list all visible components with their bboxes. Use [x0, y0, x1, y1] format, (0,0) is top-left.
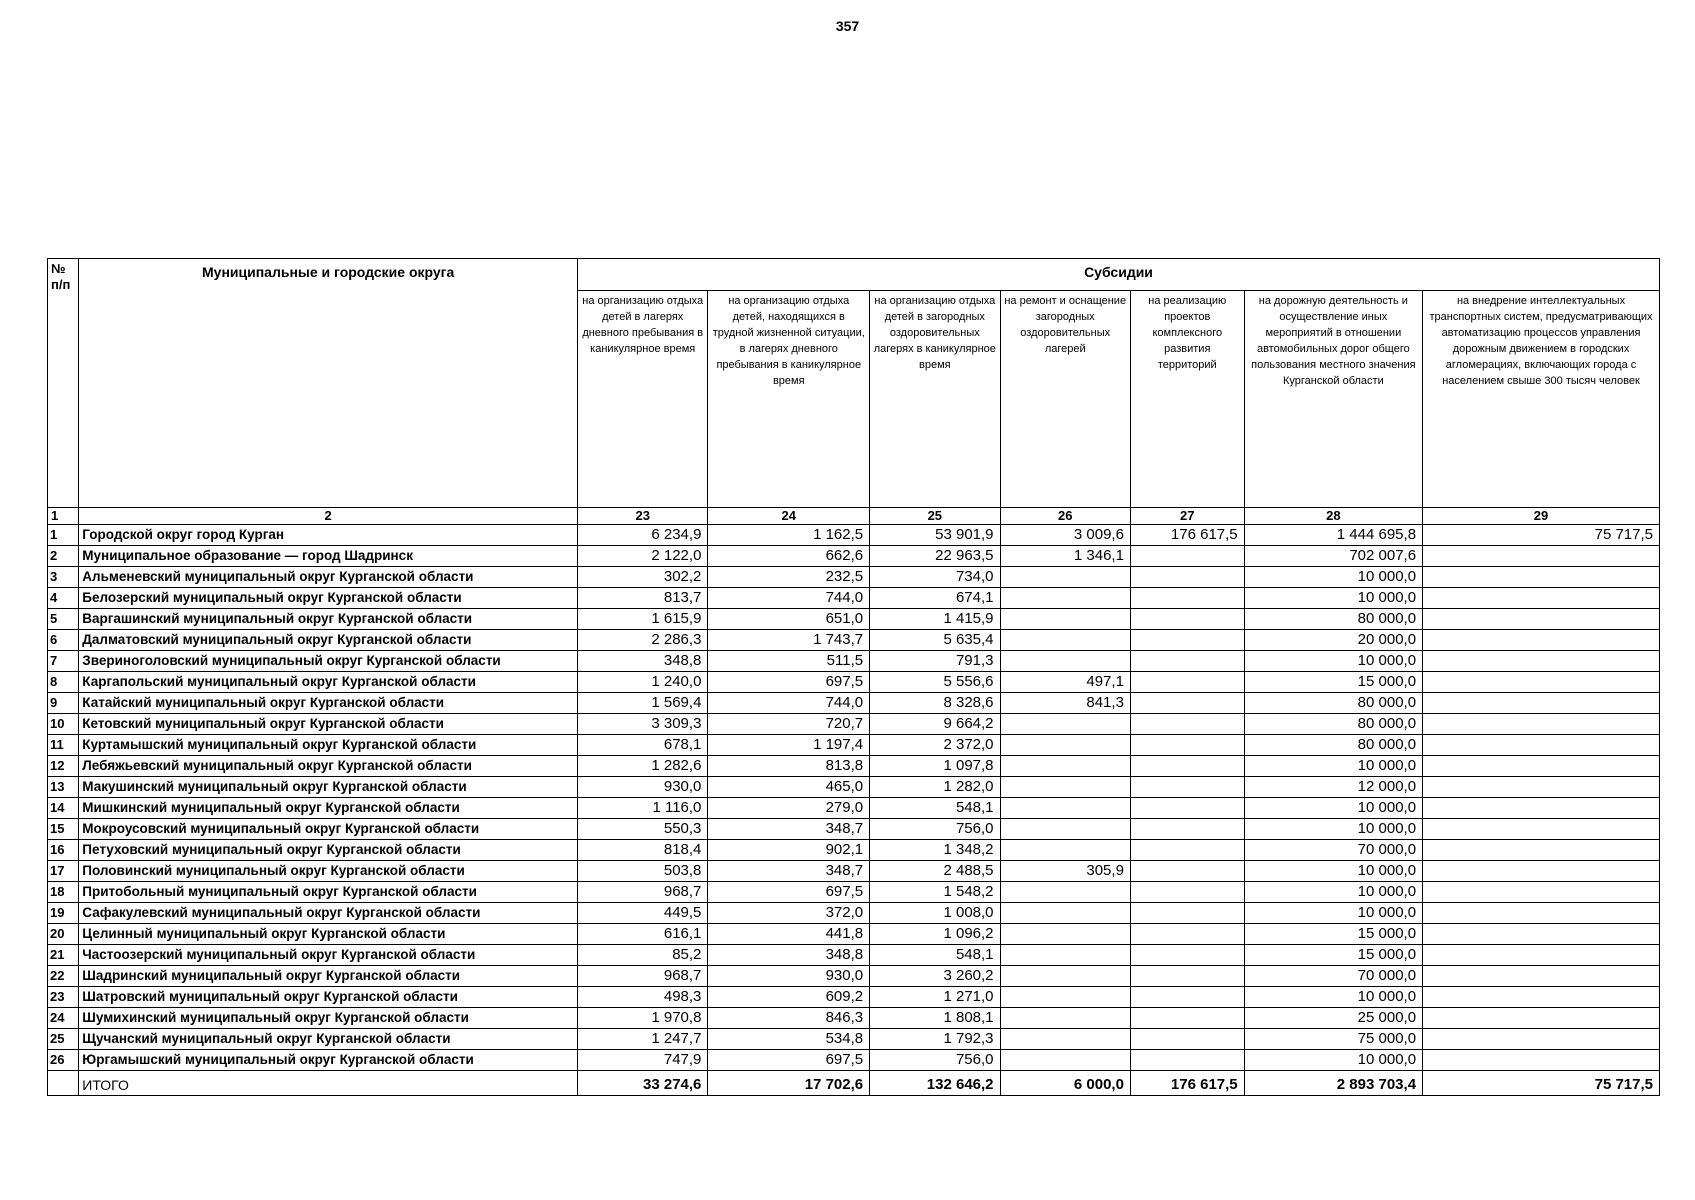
row-number: 19 — [48, 903, 79, 924]
amount-cell-27: 176 617,5 — [1130, 525, 1244, 546]
amount-cell-26 — [1000, 777, 1130, 798]
amount-cell-25: 1 415,9 — [870, 609, 1000, 630]
amount-cell-23: 678,1 — [578, 735, 708, 756]
table-row — [48, 840, 1660, 861]
amount-cell-27 — [1130, 609, 1244, 630]
district-name: Альменевский муниципальный округ Курганской области — [79, 567, 578, 588]
row-number: 7 — [48, 651, 79, 672]
amount-cell-28: 15 000,0 — [1244, 672, 1422, 693]
amount-cell-25: 8 328,6 — [870, 693, 1000, 714]
column-number: 25 — [870, 508, 1000, 525]
amount-cell-29 — [1423, 1008, 1660, 1029]
amount-cell-29 — [1423, 945, 1660, 966]
row-number: 15 — [48, 819, 79, 840]
amount-cell-26: 841,3 — [1000, 693, 1130, 714]
amount-cell-24: 511,5 — [708, 651, 870, 672]
amount-cell-28: 10 000,0 — [1244, 756, 1422, 777]
row-number — [48, 1071, 79, 1096]
amount-cell-23: 1 615,9 — [578, 609, 708, 630]
amount-cell-26 — [1000, 882, 1130, 903]
amount-cell-27 — [1130, 861, 1244, 882]
district-name: Сафакулевский муниципальный округ Курганской области — [79, 903, 578, 924]
amount-cell-24: 697,5 — [708, 672, 870, 693]
amount-cell-26: 6 000,0 — [1000, 1071, 1130, 1096]
amount-cell-26 — [1000, 1050, 1130, 1071]
row-number: 10 — [48, 714, 79, 735]
row-number: 16 — [48, 840, 79, 861]
amount-cell-29 — [1423, 903, 1660, 924]
district-name: Кетовский муниципальный округ Курганской области — [79, 714, 578, 735]
amount-cell-25: 1 282,0 — [870, 777, 1000, 798]
amount-cell-24: 348,7 — [708, 861, 870, 882]
row-number: 17 — [48, 861, 79, 882]
amount-cell-23: 6 234,9 — [578, 525, 708, 546]
table-body — [48, 525, 1660, 1096]
amount-cell-27 — [1130, 1029, 1244, 1050]
amount-cell-27 — [1130, 819, 1244, 840]
amount-cell-26 — [1000, 798, 1130, 819]
amount-cell-23: 449,5 — [578, 903, 708, 924]
amount-cell-26 — [1000, 756, 1130, 777]
amount-cell-23: 33 274,6 — [578, 1071, 708, 1096]
amount-cell-26 — [1000, 588, 1130, 609]
amount-cell-23: 1 970,8 — [578, 1008, 708, 1029]
amount-cell-24: 534,8 — [708, 1029, 870, 1050]
amount-cell-29 — [1423, 798, 1660, 819]
row-number: 12 — [48, 756, 79, 777]
amount-cell-23: 930,0 — [578, 777, 708, 798]
district-name: Половинский муниципальный округ Курганской области — [79, 861, 578, 882]
amount-cell-29 — [1423, 1029, 1660, 1050]
row-number: 22 — [48, 966, 79, 987]
table-row — [48, 651, 1660, 672]
amount-cell-28: 10 000,0 — [1244, 819, 1422, 840]
amount-cell-26 — [1000, 567, 1130, 588]
amount-cell-23: 616,1 — [578, 924, 708, 945]
amount-cell-27 — [1130, 735, 1244, 756]
amount-cell-25: 1 808,1 — [870, 1008, 1000, 1029]
amount-cell-24: 697,5 — [708, 882, 870, 903]
header-col-23: на организацию отдыха детей в лагерях дневного пребывания в каникулярное время — [578, 291, 708, 508]
amount-cell-28: 80 000,0 — [1244, 693, 1422, 714]
amount-cell-23: 1 569,4 — [578, 693, 708, 714]
amount-cell-26 — [1000, 840, 1130, 861]
header-okruga: Муниципальные и городские округа — [79, 259, 578, 508]
amount-cell-27 — [1130, 924, 1244, 945]
subsidies-table-wrapper — [47, 258, 1660, 1096]
amount-cell-23: 1 240,0 — [578, 672, 708, 693]
amount-cell-29 — [1423, 567, 1660, 588]
amount-cell-25: 5 635,4 — [870, 630, 1000, 651]
column-number: 1 — [48, 508, 79, 525]
row-number: 3 — [48, 567, 79, 588]
table-row — [48, 567, 1660, 588]
amount-cell-27 — [1130, 840, 1244, 861]
amount-cell-24: 1 197,4 — [708, 735, 870, 756]
amount-cell-24: 662,6 — [708, 546, 870, 567]
subsidies-table — [47, 258, 1660, 1096]
district-name: Шатровский муниципальный округ Курганской области — [79, 987, 578, 1008]
table-row — [48, 924, 1660, 945]
table-row — [48, 609, 1660, 630]
table-row — [48, 672, 1660, 693]
header-col-25: на организацию отдыха детей в загородных оздоровительных лагерях в каникулярное время — [870, 291, 1000, 508]
amount-cell-23: 498,3 — [578, 987, 708, 1008]
column-number: 24 — [708, 508, 870, 525]
table-row — [48, 1050, 1660, 1071]
amount-cell-26 — [1000, 966, 1130, 987]
district-name: Белозерский муниципальный округ Курганской области — [79, 588, 578, 609]
row-number: 5 — [48, 609, 79, 630]
amount-cell-23: 1 247,7 — [578, 1029, 708, 1050]
amount-cell-25: 1 348,2 — [870, 840, 1000, 861]
amount-cell-25: 2 488,5 — [870, 861, 1000, 882]
row-number: 9 — [48, 693, 79, 714]
row-number: 24 — [48, 1008, 79, 1029]
amount-cell-25: 3 260,2 — [870, 966, 1000, 987]
amount-cell-29 — [1423, 819, 1660, 840]
amount-cell-26 — [1000, 1008, 1130, 1029]
row-number: 1 — [48, 525, 79, 546]
district-name: Варгашинский муниципальный округ Курганской области — [79, 609, 578, 630]
row-number: 18 — [48, 882, 79, 903]
amount-cell-25: 756,0 — [870, 819, 1000, 840]
amount-cell-25: 548,1 — [870, 945, 1000, 966]
row-number: 11 — [48, 735, 79, 756]
amount-cell-29: 75 717,5 — [1423, 525, 1660, 546]
district-name: Макушинский муниципальный округ Курганской области — [79, 777, 578, 798]
district-name: Шадринский муниципальный округ Курганской области — [79, 966, 578, 987]
amount-cell-24: 846,3 — [708, 1008, 870, 1029]
amount-cell-23: 2 122,0 — [578, 546, 708, 567]
amount-cell-23: 747,9 — [578, 1050, 708, 1071]
total-row — [48, 1071, 1660, 1096]
header-col-26: на ремонт и оснащение загородных оздоровительных лагерей — [1000, 291, 1130, 508]
amount-cell-25: 674,1 — [870, 588, 1000, 609]
amount-cell-29 — [1423, 714, 1660, 735]
amount-cell-26 — [1000, 651, 1130, 672]
amount-cell-24: 651,0 — [708, 609, 870, 630]
amount-cell-28: 10 000,0 — [1244, 861, 1422, 882]
amount-cell-23: 3 309,3 — [578, 714, 708, 735]
amount-cell-23: 968,7 — [578, 882, 708, 903]
amount-cell-28: 10 000,0 — [1244, 903, 1422, 924]
amount-cell-27 — [1130, 630, 1244, 651]
amount-cell-28: 75 000,0 — [1244, 1029, 1422, 1050]
district-name: Лебяжьевский муниципальный округ Курганской области — [79, 756, 578, 777]
amount-cell-24: 441,8 — [708, 924, 870, 945]
column-number-row — [48, 508, 1660, 525]
district-name: Притобольный муниципальный округ Курганской области — [79, 882, 578, 903]
amount-cell-25: 1 271,0 — [870, 987, 1000, 1008]
amount-cell-23: 85,2 — [578, 945, 708, 966]
amount-cell-29: 75 717,5 — [1423, 1071, 1660, 1096]
table-row — [48, 588, 1660, 609]
header-np: № п/п — [48, 259, 79, 508]
amount-cell-25: 1 548,2 — [870, 882, 1000, 903]
amount-cell-28: 80 000,0 — [1244, 609, 1422, 630]
amount-cell-24: 232,5 — [708, 567, 870, 588]
amount-cell-26 — [1000, 735, 1130, 756]
amount-cell-26: 305,9 — [1000, 861, 1130, 882]
column-number: 27 — [1130, 508, 1244, 525]
column-number: 29 — [1423, 508, 1660, 525]
district-name: Юргамышский муниципальный округ Курганской области — [79, 1050, 578, 1071]
amount-cell-27 — [1130, 1008, 1244, 1029]
column-number: 26 — [1000, 508, 1130, 525]
amount-cell-29 — [1423, 966, 1660, 987]
amount-cell-23: 550,3 — [578, 819, 708, 840]
amount-cell-25: 1 008,0 — [870, 903, 1000, 924]
amount-cell-28: 10 000,0 — [1244, 882, 1422, 903]
district-name: Катайский муниципальный округ Курганской области — [79, 693, 578, 714]
amount-cell-29 — [1423, 882, 1660, 903]
column-number: 28 — [1244, 508, 1422, 525]
row-number: 2 — [48, 546, 79, 567]
amount-cell-25: 734,0 — [870, 567, 1000, 588]
amount-cell-24: 348,8 — [708, 945, 870, 966]
row-number: 13 — [48, 777, 79, 798]
amount-cell-25: 1 096,2 — [870, 924, 1000, 945]
amount-cell-25: 132 646,2 — [870, 1071, 1000, 1096]
table-row — [48, 903, 1660, 924]
amount-cell-25: 548,1 — [870, 798, 1000, 819]
row-number: 26 — [48, 1050, 79, 1071]
row-number: 21 — [48, 945, 79, 966]
amount-cell-25: 53 901,9 — [870, 525, 1000, 546]
table-row — [48, 798, 1660, 819]
district-name: Мокроусовский муниципальный округ Курганской области — [79, 819, 578, 840]
table-row — [48, 756, 1660, 777]
amount-cell-29 — [1423, 1050, 1660, 1071]
amount-cell-28: 10 000,0 — [1244, 588, 1422, 609]
amount-cell-27 — [1130, 546, 1244, 567]
amount-cell-27 — [1130, 945, 1244, 966]
table-row — [48, 693, 1660, 714]
amount-cell-24: 720,7 — [708, 714, 870, 735]
amount-cell-23: 818,4 — [578, 840, 708, 861]
district-name: Щучанский муниципальный округ Курганской области — [79, 1029, 578, 1050]
district-name: Звериноголовский муниципальный округ Курганской области — [79, 651, 578, 672]
amount-cell-29 — [1423, 609, 1660, 630]
amount-cell-24: 348,7 — [708, 819, 870, 840]
row-number: 6 — [48, 630, 79, 651]
district-name: Каргапольский муниципальный округ Курганской области — [79, 672, 578, 693]
table-row — [48, 945, 1660, 966]
amount-cell-25: 2 372,0 — [870, 735, 1000, 756]
table-row — [48, 735, 1660, 756]
amount-cell-29 — [1423, 861, 1660, 882]
amount-cell-24: 813,8 — [708, 756, 870, 777]
amount-cell-24: 279,0 — [708, 798, 870, 819]
amount-cell-27 — [1130, 903, 1244, 924]
amount-cell-23: 813,7 — [578, 588, 708, 609]
district-name: Куртамышский муниципальный округ Курганской области — [79, 735, 578, 756]
amount-cell-27 — [1130, 987, 1244, 1008]
header-subsidii: Субсидии — [578, 259, 1660, 291]
column-number: 23 — [578, 508, 708, 525]
amount-cell-24: 697,5 — [708, 1050, 870, 1071]
amount-cell-23: 302,2 — [578, 567, 708, 588]
amount-cell-28: 10 000,0 — [1244, 1050, 1422, 1071]
amount-cell-26 — [1000, 903, 1130, 924]
table-row — [48, 1029, 1660, 1050]
amount-cell-26 — [1000, 987, 1130, 1008]
amount-cell-29 — [1423, 630, 1660, 651]
amount-cell-28: 70 000,0 — [1244, 840, 1422, 861]
amount-cell-24: 1 162,5 — [708, 525, 870, 546]
amount-cell-25: 22 963,5 — [870, 546, 1000, 567]
amount-cell-27 — [1130, 798, 1244, 819]
table-row — [48, 714, 1660, 735]
district-name: Шумихинский муниципальный округ Курганской области — [79, 1008, 578, 1029]
amount-cell-26 — [1000, 1029, 1130, 1050]
amount-cell-24: 1 743,7 — [708, 630, 870, 651]
amount-cell-26: 1 346,1 — [1000, 546, 1130, 567]
amount-cell-24: 17 702,6 — [708, 1071, 870, 1096]
row-number: 4 — [48, 588, 79, 609]
amount-cell-26: 3 009,6 — [1000, 525, 1130, 546]
amount-cell-28: 702 007,6 — [1244, 546, 1422, 567]
district-name: Далматовский муниципальный округ Курганской области — [79, 630, 578, 651]
table-row — [48, 882, 1660, 903]
header-col-24: на организацию отдыха детей, находящихся в трудной жизненной ситуации, в лагерях дневного пребывания в каникулярное время — [708, 291, 870, 508]
amount-cell-29 — [1423, 777, 1660, 798]
table-row — [48, 987, 1660, 1008]
amount-cell-28: 10 000,0 — [1244, 567, 1422, 588]
amount-cell-23: 1 116,0 — [578, 798, 708, 819]
amount-cell-29 — [1423, 924, 1660, 945]
amount-cell-28: 80 000,0 — [1244, 714, 1422, 735]
amount-cell-27 — [1130, 693, 1244, 714]
header-col-29: на внедрение интеллектуальных транспортных систем, предусматривающих автоматизацию процессов управления дорожным движением в городских агломерациях, включающих города с населением свыше 300 тысяч человек — [1423, 291, 1660, 508]
table-row — [48, 1008, 1660, 1029]
amount-cell-29 — [1423, 987, 1660, 1008]
amount-cell-27 — [1130, 651, 1244, 672]
amount-cell-24: 465,0 — [708, 777, 870, 798]
amount-cell-28: 25 000,0 — [1244, 1008, 1422, 1029]
table-row — [48, 630, 1660, 651]
amount-cell-25: 756,0 — [870, 1050, 1000, 1071]
amount-cell-23: 968,7 — [578, 966, 708, 987]
amount-cell-28: 12 000,0 — [1244, 777, 1422, 798]
amount-cell-28: 70 000,0 — [1244, 966, 1422, 987]
amount-cell-26 — [1000, 819, 1130, 840]
amount-cell-28: 15 000,0 — [1244, 924, 1422, 945]
table-row — [48, 819, 1660, 840]
amount-cell-28: 2 893 703,4 — [1244, 1071, 1422, 1096]
table-row — [48, 777, 1660, 798]
amount-cell-24: 609,2 — [708, 987, 870, 1008]
district-name: Петуховский муниципальный округ Курганской области — [79, 840, 578, 861]
amount-cell-29 — [1423, 735, 1660, 756]
amount-cell-24: 902,1 — [708, 840, 870, 861]
amount-cell-25: 1 792,3 — [870, 1029, 1000, 1050]
amount-cell-25: 1 097,8 — [870, 756, 1000, 777]
amount-cell-27 — [1130, 714, 1244, 735]
amount-cell-28: 80 000,0 — [1244, 735, 1422, 756]
amount-cell-26 — [1000, 714, 1130, 735]
district-name: Мишкинский муниципальный округ Курганской области — [79, 798, 578, 819]
amount-cell-25: 5 556,6 — [870, 672, 1000, 693]
page-number: 357 — [835, 18, 860, 34]
district-name: Частоозерский муниципальный округ Курганской области — [79, 945, 578, 966]
amount-cell-29 — [1423, 693, 1660, 714]
district-name: Муниципальное образование — город Шадринск — [79, 546, 578, 567]
table-row — [48, 966, 1660, 987]
amount-cell-23: 1 282,6 — [578, 756, 708, 777]
amount-cell-26 — [1000, 609, 1130, 630]
amount-cell-29 — [1423, 672, 1660, 693]
amount-cell-27 — [1130, 966, 1244, 987]
header-col-28: на дорожную деятельность и осуществление иных мероприятий в отношении автомобильных дорог общего пользования местного значения Курганской области — [1244, 291, 1422, 508]
amount-cell-26 — [1000, 945, 1130, 966]
amount-cell-26 — [1000, 924, 1130, 945]
column-number: 2 — [79, 508, 578, 525]
amount-cell-27 — [1130, 756, 1244, 777]
amount-cell-25: 791,3 — [870, 651, 1000, 672]
amount-cell-29 — [1423, 756, 1660, 777]
row-number: 23 — [48, 987, 79, 1008]
amount-cell-27 — [1130, 1050, 1244, 1071]
amount-cell-23: 2 286,3 — [578, 630, 708, 651]
row-number: 8 — [48, 672, 79, 693]
amount-cell-24: 744,0 — [708, 588, 870, 609]
amount-cell-29 — [1423, 840, 1660, 861]
amount-cell-27 — [1130, 567, 1244, 588]
table-row — [48, 525, 1660, 546]
header-col-27: на реализацию проектов комплексного развития территорий — [1130, 291, 1244, 508]
amount-cell-27: 176 617,5 — [1130, 1071, 1244, 1096]
amount-cell-28: 10 000,0 — [1244, 987, 1422, 1008]
amount-cell-23: 348,8 — [578, 651, 708, 672]
table-row — [48, 861, 1660, 882]
amount-cell-28: 10 000,0 — [1244, 651, 1422, 672]
amount-cell-28: 1 444 695,8 — [1244, 525, 1422, 546]
amount-cell-27 — [1130, 777, 1244, 798]
amount-cell-26: 497,1 — [1000, 672, 1130, 693]
row-number: 14 — [48, 798, 79, 819]
amount-cell-28: 15 000,0 — [1244, 945, 1422, 966]
amount-cell-24: 930,0 — [708, 966, 870, 987]
amount-cell-24: 744,0 — [708, 693, 870, 714]
amount-cell-24: 372,0 — [708, 903, 870, 924]
amount-cell-28: 20 000,0 — [1244, 630, 1422, 651]
amount-cell-29 — [1423, 651, 1660, 672]
amount-cell-27 — [1130, 672, 1244, 693]
amount-cell-25: 9 664,2 — [870, 714, 1000, 735]
total-label: ИТОГО — [79, 1071, 578, 1096]
amount-cell-28: 10 000,0 — [1244, 798, 1422, 819]
district-name: Городской округ город Курган — [79, 525, 578, 546]
amount-cell-29 — [1423, 546, 1660, 567]
amount-cell-23: 503,8 — [578, 861, 708, 882]
amount-cell-27 — [1130, 588, 1244, 609]
amount-cell-26 — [1000, 630, 1130, 651]
amount-cell-27 — [1130, 882, 1244, 903]
amount-cell-29 — [1423, 588, 1660, 609]
district-name: Целинный муниципальный округ Курганской области — [79, 924, 578, 945]
table-row — [48, 546, 1660, 567]
row-number: 20 — [48, 924, 79, 945]
row-number: 25 — [48, 1029, 79, 1050]
